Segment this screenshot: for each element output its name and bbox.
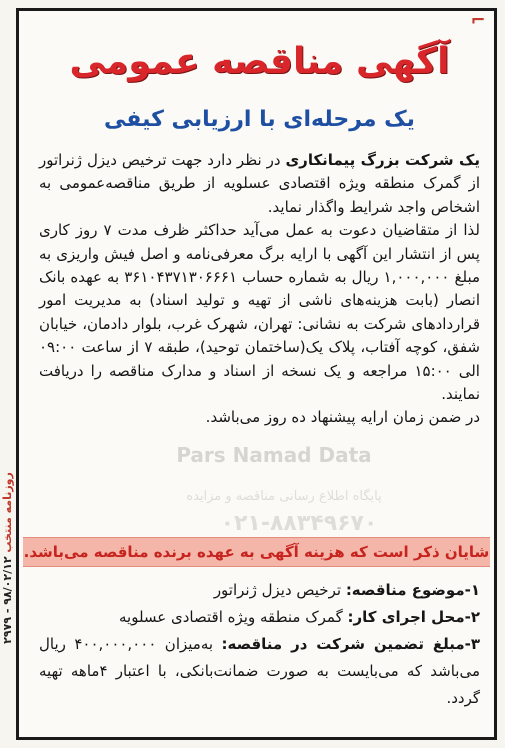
item-value: ترخیص دیزل ژنراتور xyxy=(213,581,346,599)
tender-items-list xyxy=(39,577,480,712)
item-label: ۲-محل اجرای کار: xyxy=(347,608,480,626)
instructions-paragraph: لذا از متقاضیان دعوت به عمل می‌آید حداکثر ظرف مدت ۷ روز کاری پس از انتشار این آگهی با ارایه برگ معرفی‌نامه و اصل فیش واریزی به مبلغ ۱,۰۰۰,۰۰۰ ریال به شماره حساب ۳۶۱۰۴۳۷۱۳۰۶۶۶۱ به عهده بانک انصار (بابت هزینه‌های ناشی از تهیه و تولید اسناد) به مدیریت امور قراردادهای شرکت به نشانی: تهران، شهرک غرب، بلوار دادمان، خیابان شفق، کوچه آفتاب، پلاک یک(ساختمان توحید)، طبقه ۷ از ساعت ۰۹:۰۰ الی ۱۵:۰۰ مراجعه و یک نسخه از اسناد و مدارک مناقصه را دریافت نمایند. xyxy=(39,221,481,404)
watermark-persian: پایگاه اطلاع رسانی مناقصه و مزایده xyxy=(186,489,382,504)
issue-date: ۹۸/۰۲/۱۲ - ۲۹۷۹ xyxy=(1,556,14,644)
company-name: یک شرکت بزرگ پیمانکاری xyxy=(285,151,480,169)
newspaper-name: روزنامه منتخب xyxy=(1,472,14,553)
ad-title: آگهی مناقصه عمومی xyxy=(69,41,450,82)
item-value: به‌میزان ۴۰۰,۰۰۰,۰۰۰ ریال می‌باشد که می‌بایست به صورت ضمانت‌بانکی، با اعتبار ۴ماهه تهیه گردد. xyxy=(39,635,480,707)
ad-subtitle: یک مرحله‌ای با ارزیابی کیفی xyxy=(104,107,415,132)
intro-paragraph xyxy=(39,149,480,219)
side-date-strip xyxy=(0,380,16,740)
list-item xyxy=(39,631,480,712)
item-label: ۱-موضوع مناقصه: xyxy=(345,581,480,599)
list-item xyxy=(39,604,480,631)
intro-text: در نظر دارد جهت ترخیص دیزل ژنراتور از گمرک منطقه ویژه اقتصادی عسلویه از طریق مناقصه‌عمومی به اشخاص واجد شرایط واگذار نماید. xyxy=(39,151,480,216)
ad-frame xyxy=(16,8,497,740)
corner-mark-icon: ⌐ xyxy=(470,10,486,31)
watermark-latin: Pars Namad Data xyxy=(176,443,372,467)
list-item xyxy=(39,577,480,604)
item-label: ۳-مبلغ تضمین شرکت در مناقصه: xyxy=(221,635,481,653)
deadline-paragraph: در ضمن زمان ارایه پیشنهاد ده روز می‌باشد. xyxy=(205,408,480,427)
side-strip-text xyxy=(1,383,17,733)
item-value: گمرک منطقه ویژه اقتصادی عسلویه xyxy=(118,608,348,626)
cost-notice-banner: شایان ذکر است که هزینه آگهی به عهده برنده مناقصه می‌باشد. xyxy=(23,537,490,567)
watermark-phone: ۰۲۱-۸۸۳۴۹۶۷۰ xyxy=(220,511,378,536)
ad-body xyxy=(39,149,480,430)
